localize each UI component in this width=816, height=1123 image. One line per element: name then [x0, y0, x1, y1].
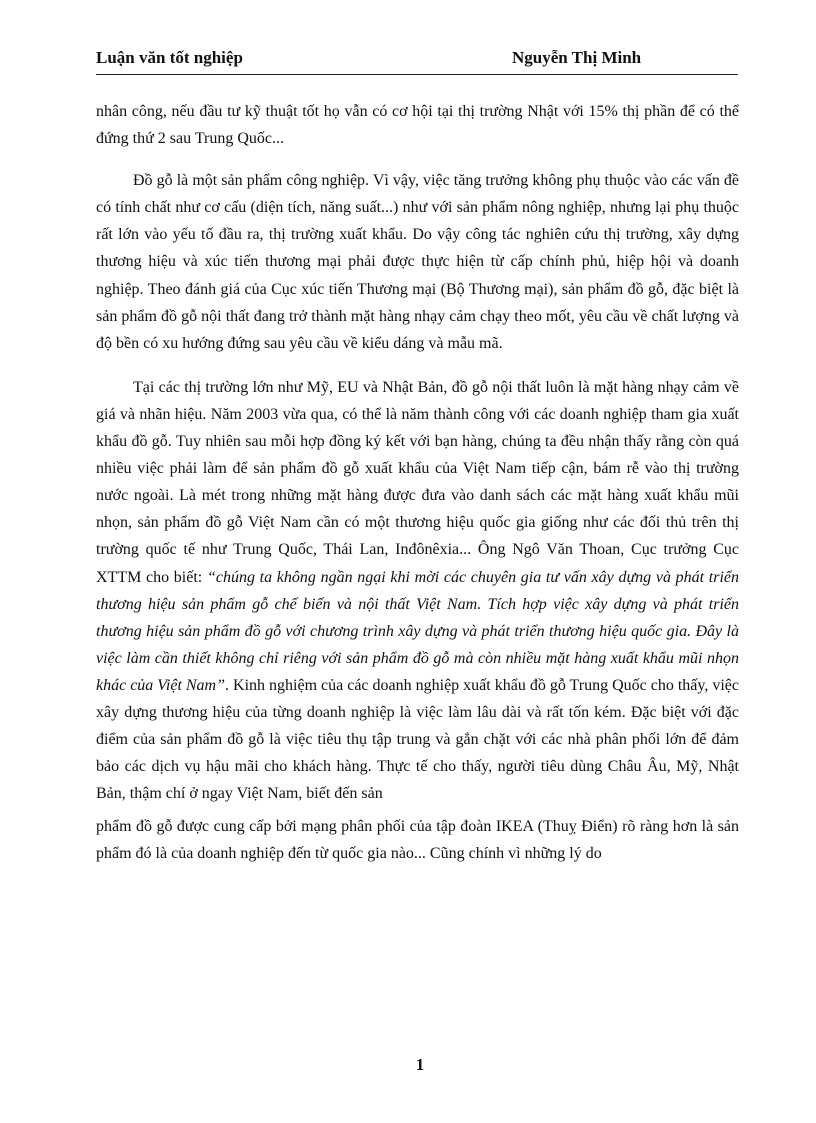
- paragraph-3: [96, 374, 739, 808]
- paragraph-1: nhân công, nếu đầu tư kỹ thuật tốt họ vẫn có cơ hội tại thị trường Nhật với 15% thị phần để có thể đứng thứ 2 sau Trung Quốc...: [96, 103, 739, 148]
- page-header: [96, 46, 738, 75]
- document-body: [96, 98, 739, 885]
- paragraph-3-outro: . Kinh nghiệm của các doanh nghiệp xuất khẩu đồ gỗ Trung Quốc cho thấy, việc xây dựng thương hiệu của từng doanh nghiệp là việc làm lâu dài và rất tốn kém. Đặc biệt với đặc điểm của sản phẩm đồ gỗ là việc tiêu thụ tập trung và gắn chặt với các nhà phân phối lớn để đảm bảo các dịch vụ hậu mãi cho khách hàng. Thực tế cho thấy, người tiêu dùng Châu Âu, Mỹ, Nhật Bản, thậm chí ở ngay Việt Nam, biết đến sản: [96, 676, 739, 803]
- paragraph-3-quote: “chúng ta không ngần ngại khi mời các chuyên gia tư vấn xây dựng và phát triển thương hiệu sản phẩm gỗ chế biến và nội thất Việt Nam. Tích hợp việc xây dựng và phát triển thương hiệu sản phẩm đồ gỗ với chương trình xây dựng và phát triển thương hiệu quốc gia. Đây là việc làm cần thiết không chỉ riêng với sản phẩm đồ gỗ mà còn nhiều mặt hàng xuất khẩu mũi nhọn khác của Việt Nam”: [96, 568, 740, 694]
- paragraph-4: phẩm đồ gỗ được cung cấp bởi mạng phân phối của tập đoàn IKEA (Thuỵ Điển) rõ ràng hơn là sản phẩm đó là của doanh nghiệp đến từ quốc gia nào... Cũng chính vì những lý do: [96, 818, 739, 863]
- page-number: 1: [415, 1055, 425, 1074]
- header-thesis-title: Luận văn tốt nghiệp: [96, 48, 243, 67]
- paragraph-2: Đồ gỗ là một sản phẩm công nghiệp. Vì vậy, việc tăng trưởng không phụ thuộc vào các vấn đề có tính chất như cơ cấu (diện tích, năng suất...) như với sản phẩm nông nghiệp, nhưng lại phụ thuộc rất lớn vào yếu tố đầu ra, thị trường xuất khẩu. Do vậy công tác nghiên cứu thị trường, xây dựng thương hiệu và xúc tiến thương mại phải được thực hiện từ cấp chính phủ, hiệp hội và doanh nghiệp. Theo đánh giá của Cục xúc tiến Thương mại (Bộ Thương mại), sản phẩm đồ gỗ, đặc biệt là sản phẩm đồ gỗ nội thất đang trở thành mặt hàng nhạy cảm chạy theo mốt, yêu cầu về chất lượng và độ bền có xu hướng đứng sau yêu cầu về kiểu dáng và mẫu mã.: [96, 172, 739, 352]
- paragraph-3-intro: Tại các thị trường lớn như Mỹ, EU và Nhật Bản, đồ gỗ nội thất luôn là mặt hàng nhạy cảm về giá và nhãn hiệu. Năm 2003 vừa qua, có thể là năm thành công với các doanh nghiệp tham gia xuất khẩu đồ gỗ. Tuy nhiên sau mỗi hợp đồng ký kết với bạn hàng, chúng ta đều nhận thấy rằng còn quá nhiều việc phải làm để sản phẩm đồ gỗ xuất khẩu của Việt Nam tiếp cận, bám rễ vào thị trường nước ngoài. Là mét trong những mặt hàng được đưa vào danh sách các mặt hàng xuất khẩu mũi nhọn, sản phẩm đồ gỗ Việt Nam cần có một thương hiệu quốc gia giống như các đối thủ trên thị trường quốc tế như Trung Quốc, Thái Lan, Inđônêxia... Ông Ngô Văn Thoan, Cục trưởng Cục XTTM cho biết:: [96, 378, 739, 586]
- header-author-name: Nguyễn Thị Minh: [512, 48, 642, 67]
